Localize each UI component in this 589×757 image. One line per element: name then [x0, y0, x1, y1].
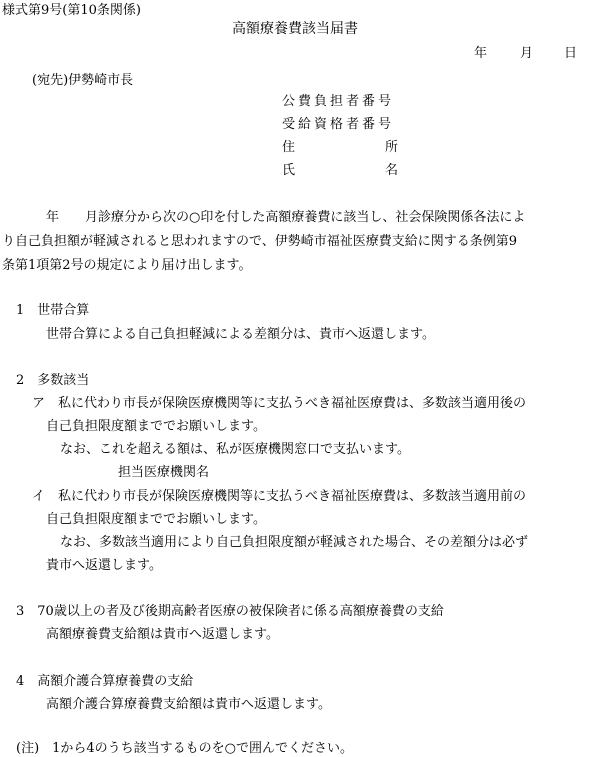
- footnote: (注) 1から4のうち該当するものを○で囲んでください。: [16, 741, 354, 756]
- section-2i-note-1: なお、多数該当適用により自己負担限度額が軽減された場合、その差額分は必ず: [60, 535, 529, 550]
- section-4-body: 高額介護合算療養費支給額は貴市へ返還します。: [46, 697, 331, 712]
- field-name: 氏名: [282, 163, 489, 178]
- section-2a-line-2: 自己負担限度額まででお願いします。: [46, 419, 266, 434]
- addressee: (宛先)伊勢崎市長: [32, 73, 134, 88]
- form-number: 様式第9号(第10条関係): [2, 3, 141, 18]
- section-1-body: 世帯合算による自己負担軽減による差額分は、貴市へ返還します。: [46, 327, 435, 342]
- section-3-heading: 3 70歳以上の者及び後期高齢者医療の被保険者に係る高額療養費の支給: [16, 604, 444, 619]
- section-2a-line-1: ア 私に代わり市長が保険医療機関等に支払うべき福祉医療費は、多数該当適用後の: [32, 396, 527, 411]
- section-2a-institution-label: 担当医療機関名: [118, 465, 210, 480]
- field-address: 住所: [282, 140, 489, 155]
- section-2i-line-1: イ 私に代わり市長が保険医療機関等に支払うべき福祉医療費は、多数該当適用前の: [32, 489, 527, 504]
- date-month: 月: [520, 46, 534, 61]
- section-2i-line-2: 自己負担限度額まででお願いします。: [46, 512, 266, 527]
- section-3-body: 高額療養費支給額は貴市へ返還します。: [46, 627, 279, 642]
- field-recipient-number: 受給資格者番号: [282, 117, 395, 132]
- field-public-payer-number: 公費負担者番号: [282, 94, 395, 109]
- section-4-heading: 4 高額介護合算療養費の支給: [16, 674, 194, 689]
- intro-line-1: 年 月診療分から次の○印を付した高額療養費に該当し、社会保険関係各法によ: [46, 210, 526, 225]
- section-2i-note-2: 貴市へ返還します。: [46, 558, 162, 573]
- intro-line-3: 条第1項第2号の規定により届け出します。: [2, 258, 252, 273]
- section-2a-note: なお、これを超える額は、私が医療機関窓口で支払います。: [60, 442, 410, 457]
- date-day: 日: [564, 46, 578, 61]
- section-1-heading: 1 世帯合算: [16, 303, 90, 318]
- date-year: 年: [474, 46, 488, 61]
- intro-line-2: り自己負担額が軽減されると思われますので、伊勢崎市福祉医療費支給に関する条例第9: [2, 234, 518, 249]
- document-title: 高額療養費該当届書: [232, 21, 358, 37]
- section-2-heading: 2 多数該当: [16, 373, 90, 388]
